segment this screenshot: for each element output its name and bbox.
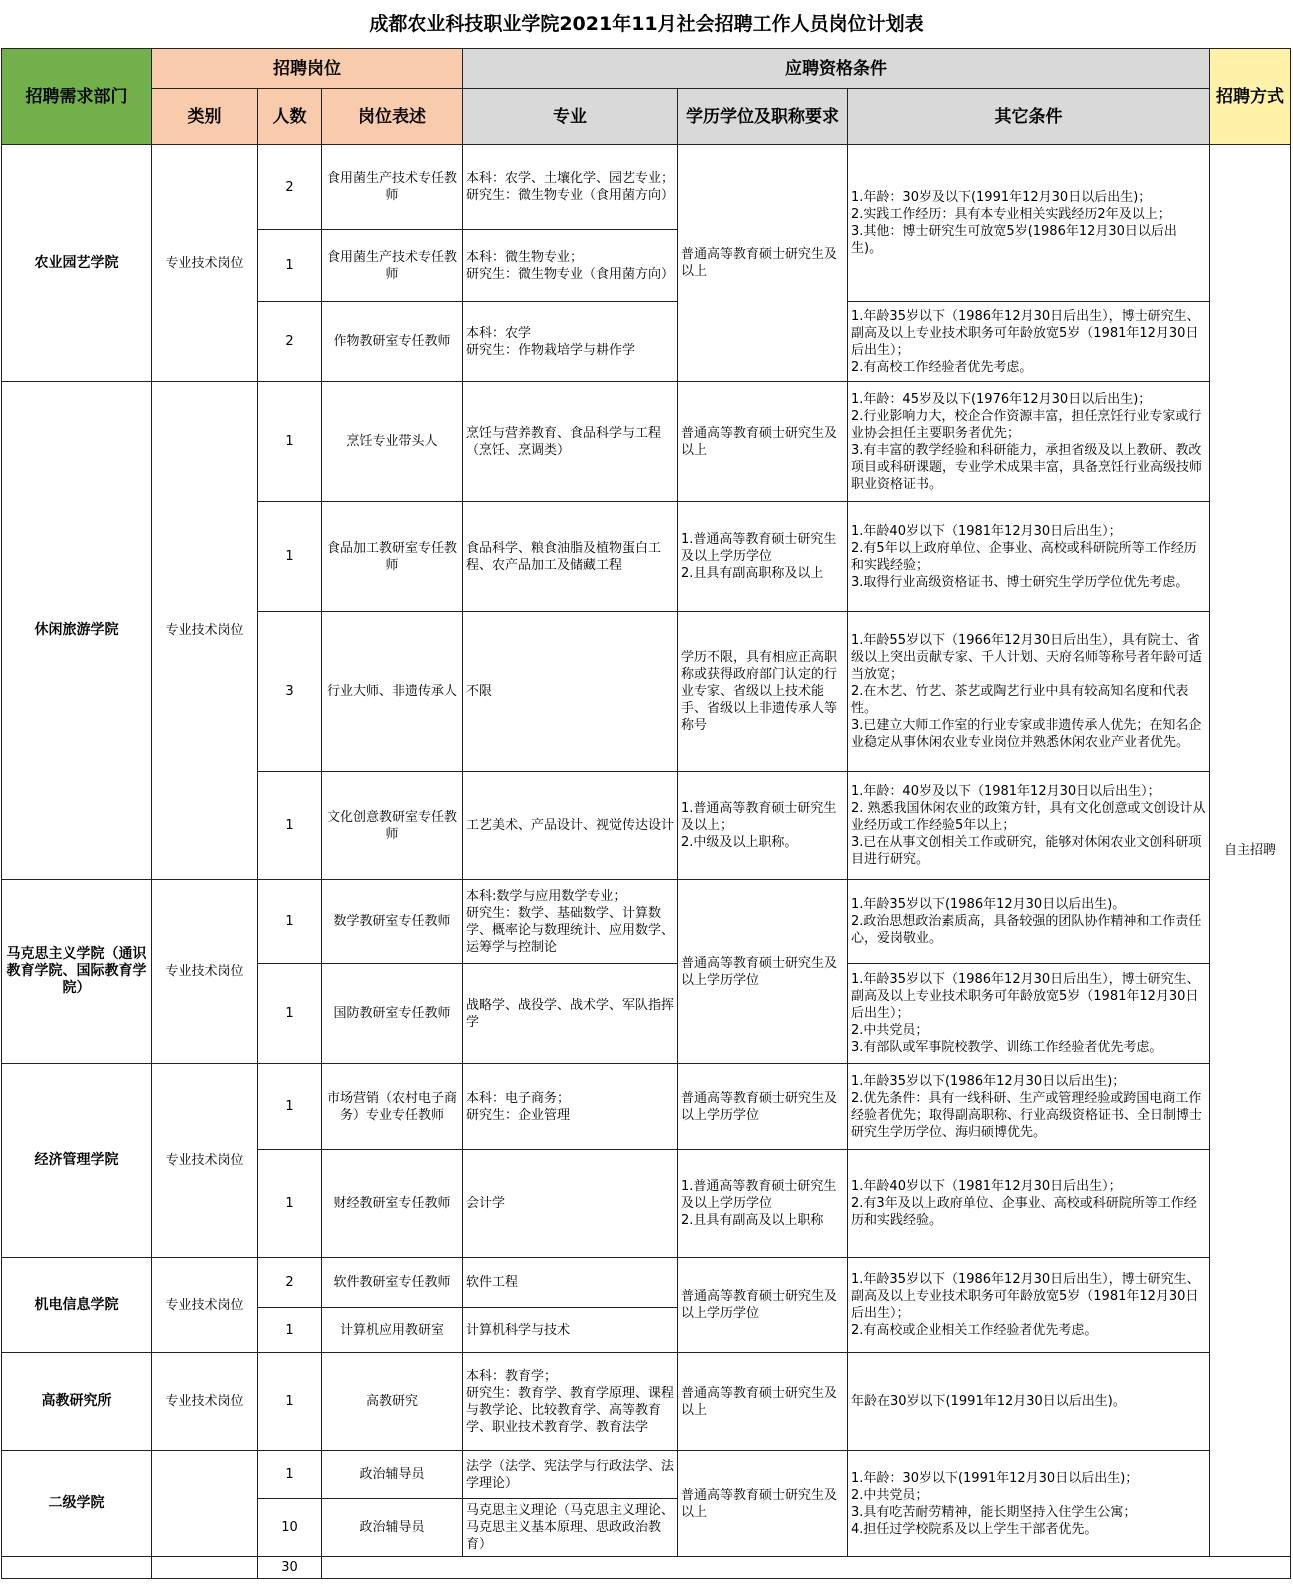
degree-cell: 普通高等教育硕士研究生及以上 — [678, 1451, 848, 1557]
total-empty-cell — [322, 1557, 1291, 1579]
major-cell: 法学（法学、宪法学与行政法学、法学理论） — [463, 1451, 678, 1499]
dept-cell: 机电信息学院 — [2, 1258, 152, 1353]
header-method: 招聘方式 — [1210, 49, 1291, 145]
count-cell: 1 — [258, 1353, 322, 1451]
degree-cell: 1.普通高等教育硕士研究生及以上学历学位 2.且具有副高及以上职称 — [678, 1150, 848, 1258]
desc-cell: 作物教研室专任教师 — [322, 302, 463, 382]
count-cell: 1 — [258, 1308, 322, 1353]
category-cell: 专业技术岗位 — [152, 880, 258, 1064]
desc-cell: 财经教研室专任教师 — [322, 1150, 463, 1258]
count-cell: 1 — [258, 1064, 322, 1150]
desc-cell: 食品加工教研室专任教师 — [322, 502, 463, 612]
desc-cell: 政治辅导员 — [322, 1451, 463, 1499]
other-cell: 1.年龄：30岁及以下(1991年12月30日以后出生)； 2.实践工作经历：具有本专业相关实践经历2年及以上； 3.其他：博士研究生可放宽5岁(1986年12月30日以后出生)。 — [848, 145, 1210, 302]
desc-cell: 文化创意教研室专任教师 — [322, 772, 463, 880]
recruitment-table — [1, 48, 1291, 1579]
total-count-cell: 30 — [258, 1557, 322, 1579]
total-row — [2, 1557, 1291, 1579]
count-cell: 2 — [258, 145, 322, 230]
other-cell: 1.年龄：45岁及以下(1976年12月30日以后出生)； 2.行业影响力大，校企合作资源丰富，担任烹饪行业专家或行业协会担任主要职务者优先； 3.有丰富的教学经验和科研能力，承担省级及以上教研、教改项目或科研课题，专业学术成果丰富，具备烹饪行业高级技师职业资格证书。 — [848, 382, 1210, 502]
major-cell: 食品科学、粮食油脂及植物蛋白工程、农产品加工及储藏工程 — [463, 502, 678, 612]
category-cell: 专业技术岗位 — [152, 1064, 258, 1258]
major-cell: 不限 — [463, 612, 678, 772]
header-desc: 岗位表述 — [322, 89, 463, 145]
header-qual-group: 应聘资格条件 — [463, 49, 1210, 89]
major-cell: 战略学、战役学、战术学、军队指挥学 — [463, 964, 678, 1064]
dept-cell: 农业园艺学院 — [2, 145, 152, 382]
count-cell: 10 — [258, 1499, 322, 1557]
total-empty-cell — [152, 1557, 258, 1579]
header-post-group: 招聘岗位 — [152, 49, 463, 89]
desc-cell: 烹饪专业带头人 — [322, 382, 463, 502]
other-cell: 1.年龄35岁以下（1986年12月30日后出生），博士研究生、副高及以上专业技术职务可年龄放宽5岁（1981年12月30日后出生）； 2.中共党员； 3.有部队或军事院校教学、训练工作经验者优先考虑。 — [848, 964, 1210, 1064]
desc-cell: 国防教研室专任教师 — [322, 964, 463, 1064]
total-empty-cell — [2, 1557, 152, 1579]
header-major: 专业 — [463, 89, 678, 145]
major-cell: 会计学 — [463, 1150, 678, 1258]
major-cell: 本科：微生物专业； 研究生：微生物专业（食用菌方向） — [463, 230, 678, 302]
header-count: 人数 — [258, 89, 322, 145]
degree-cell: 1.普通高等教育硕士研究生及以上学历学位 2.且具有副高职称及以上 — [678, 502, 848, 612]
major-cell: 工艺美术、产品设计、视觉传达设计 — [463, 772, 678, 880]
other-cell: 1.年龄40岁以下（1981年12月30日后出生）； 2.有3年及以上政府单位、企事业、高校或科研院所等工作经历和实践经验。 — [848, 1150, 1210, 1258]
desc-cell: 行业大师、非遗传承人 — [322, 612, 463, 772]
degree-cell: 普通高等教育硕士研究生及以上学历学位 — [678, 880, 848, 1064]
category-cell: 专业技术岗位 — [152, 1353, 258, 1451]
table-row — [2, 1353, 1291, 1451]
desc-cell: 政治辅导员 — [322, 1499, 463, 1557]
other-cell: 1.年龄40岁以下（1981年12月30日后出生）； 2.有5年以上政府单位、企事业、高校或科研院所等工作经历和实践经验； 3.取得行业高级资格证书、博士研究生学历学位优先考虑。 — [848, 502, 1210, 612]
count-cell: 1 — [258, 772, 322, 880]
degree-cell: 学历不限，具有相应正高职称或获得政府部门认定的行业专家、省级以上技术能手、省级以上非遗传承人等称号 — [678, 612, 848, 772]
other-cell: 1.年龄35岁以下(1986年12月30日以后出生)； 2.优先条件：具有一线科研、生产或管理经验或跨国电商工作经验者优先；取得副高职称、行业高级资格证书、全日制博士研究生学历学位、海归硕博优先。 — [848, 1064, 1210, 1150]
table-row — [2, 145, 1291, 230]
header-other: 其它条件 — [848, 89, 1210, 145]
other-cell: 1.年龄55岁以下（1966年12月30日后出生），具有院士、省级以上突出贡献专家、千人计划、天府名师等称号者年龄可适当放宽； 2.在木艺、竹艺、茶艺或陶艺行业中具有较高知名度和代表性。 3.已建立大师工作室的行业专家或非遗传承人优先；在知名企业稳定从事休闲农业专业岗位并熟悉休闲农业产业者优先。 — [848, 612, 1210, 772]
count-cell: 2 — [258, 302, 322, 382]
category-cell: 专业技术岗位 — [152, 145, 258, 382]
count-cell: 1 — [258, 382, 322, 502]
count-cell: 1 — [258, 230, 322, 302]
count-cell: 1 — [258, 880, 322, 964]
dept-cell: 经济管理学院 — [2, 1064, 152, 1258]
desc-cell: 食用菌生产技术专任教师 — [322, 145, 463, 230]
other-cell: 1.年龄：40岁及以下（1981年12月30日以后出生）； 2. 熟悉我国休闲农业的政策方针，具有文化创意或文创设计从业经历或工作经验5年以上； 3.已在从事文创相关工作或研究，能够对休闲农业文创科研项目进行研究。 — [848, 772, 1210, 880]
major-cell: 烹饪与营养教育、食品科学与工程（烹饪、烹调类） — [463, 382, 678, 502]
category-cell: 专业技术岗位 — [152, 1258, 258, 1353]
major-cell: 计算机科学与技术 — [463, 1308, 678, 1353]
other-cell: 1.年龄35岁以下（1986年12月30日后出生），博士研究生、副高及以上专业技术职务可年龄放宽5岁（1981年12月30日后出生）； 2.有高校或企业相关工作经验者优先考虑。 — [848, 1258, 1210, 1353]
count-cell: 3 — [258, 612, 322, 772]
major-cell: 本科:数学与应用数学专业； 研究生：数学、基础数学、计算数学、概率论与数理统计、应用数学、运筹学与控制论 — [463, 880, 678, 964]
desc-cell: 数学教研室专任教师 — [322, 880, 463, 964]
count-cell: 2 — [258, 1258, 322, 1308]
header-category: 类别 — [152, 89, 258, 145]
degree-cell: 普通高等教育硕士研究生及以上学历学位 — [678, 1064, 848, 1150]
major-cell: 马克思主义理论（马克思主义理论、马克思主义基本原理、思政政治教育） — [463, 1499, 678, 1557]
desc-cell: 计算机应用教研室 — [322, 1308, 463, 1353]
degree-cell: 普通高等教育硕士研究生及以上 — [678, 382, 848, 502]
major-cell: 本科：农学、土壤化学、园艺专业； 研究生：微生物专业（食用菌方向） — [463, 145, 678, 230]
degree-cell: 1.普通高等教育硕士研究生及以上； 2.中级及以上职称。 — [678, 772, 848, 880]
desc-cell: 高教研究 — [322, 1353, 463, 1451]
other-cell: 1.年龄35岁以下（1986年12月30日后出生），博士研究生、副高及以上专业技术职务可年龄放宽5岁（1981年12月30日后出生）； 2.有高校工作经验者优先考虑。 — [848, 302, 1210, 382]
major-cell: 本科：教育学； 研究生：教育学、教育学原理、课程与教学论、比较教育学、高等教育学、职业技术教育学、教育法学 — [463, 1353, 678, 1451]
desc-cell: 食用菌生产技术专任教师 — [322, 230, 463, 302]
method-cell: 自主招聘 — [1210, 145, 1291, 1557]
other-cell: 年龄在30岁以下(1991年12月30日以后出生)。 — [848, 1353, 1210, 1451]
count-cell: 1 — [258, 1451, 322, 1499]
count-cell: 1 — [258, 502, 322, 612]
table-row — [2, 880, 1291, 964]
count-cell: 1 — [258, 964, 322, 1064]
degree-cell: 普通高等教育硕士研究生及以上 — [678, 145, 848, 382]
desc-cell: 软件教研室专任教师 — [322, 1258, 463, 1308]
degree-cell: 普通高等教育硕士研究生及以上 — [678, 1353, 848, 1451]
dept-cell: 二级学院 — [2, 1451, 152, 1557]
table-row — [2, 1258, 1291, 1308]
table-row — [2, 382, 1291, 502]
other-cell: 1.年龄35岁以下(1986年12月30日以后出生)。 2.政治思想政治素质高，具备较强的团队协作精神和工作责任心，爱岗敬业。 — [848, 880, 1210, 964]
table-row — [2, 1451, 1291, 1499]
category-cell — [152, 1451, 258, 1557]
major-cell: 本科：农学 研究生：作物栽培学与耕作学 — [463, 302, 678, 382]
dept-cell: 高教研究所 — [2, 1353, 152, 1451]
dept-cell: 马克思主义学院（通识教育学院、国际教育学院） — [2, 880, 152, 1064]
table-row — [2, 1064, 1291, 1150]
header-dept: 招聘需求部门 — [2, 49, 152, 145]
count-cell: 1 — [258, 1150, 322, 1258]
major-cell: 软件工程 — [463, 1258, 678, 1308]
degree-cell: 普通高等教育硕士研究生及以上学历学位 — [678, 1258, 848, 1353]
dept-cell: 休闲旅游学院 — [2, 382, 152, 880]
page-title: 成都农业科技职业学院2021年11月社会招聘工作人员岗位计划表 — [369, 13, 924, 35]
category-cell: 专业技术岗位 — [152, 382, 258, 880]
major-cell: 本科：电子商务； 研究生：企业管理 — [463, 1064, 678, 1150]
desc-cell: 市场营销（农村电子商务）专业专任教师 — [322, 1064, 463, 1150]
header-degree: 学历学位及职称要求 — [678, 89, 848, 145]
other-cell: 1.年龄：30岁以下(1991年12月30日以后出生)； 2.中共党员； 3.具有吃苦耐劳精神，能长期坚持入住学生公寓； 4.担任过学校院系及以上学生干部者优先。 — [848, 1451, 1210, 1557]
